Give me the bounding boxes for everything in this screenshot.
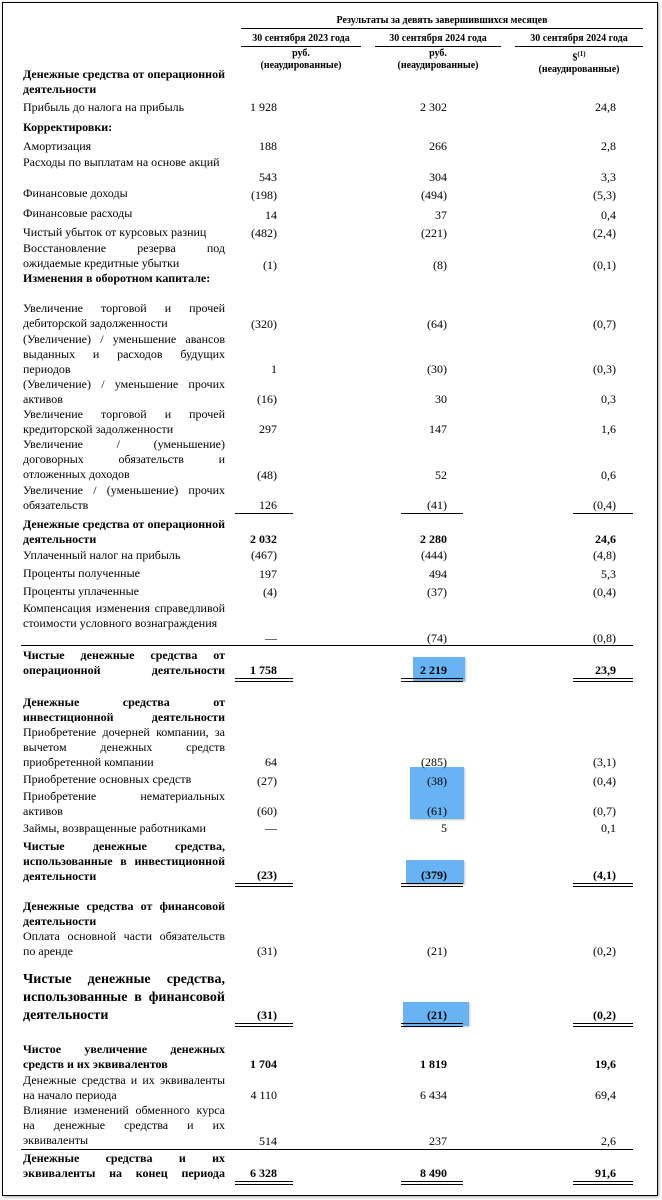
cell-2023: (1): [263, 258, 277, 272]
cell-2023: 6 328: [250, 1166, 277, 1180]
row-label: Увеличение торговой и прочей дебиторской задолженности: [23, 301, 225, 330]
cell-2024-rub: 304: [429, 170, 447, 184]
period-title: Результаты за девять завершившихся месяцев: [241, 15, 643, 29]
cell-2024-usd: (0,8): [593, 631, 616, 645]
row-label: Чистые денежные средства, использованные в инвестиционной деятельности: [23, 839, 225, 883]
cell-2024-usd: (0,2): [593, 1008, 616, 1022]
double-rule: [235, 678, 293, 682]
row-label: Восстановление резерва под ожидаемые кредитные убытки: [23, 241, 225, 270]
cell-2024-usd: 19,6: [595, 1057, 616, 1071]
double-rule: [573, 883, 633, 887]
column-audit: (неаудированные): [538, 64, 620, 76]
cell-2023: 1 928: [250, 100, 277, 114]
cell-2023: (27): [257, 774, 277, 788]
total-rule: [21, 1149, 633, 1150]
row-label: Амортизация: [23, 139, 92, 153]
column-date: 30 сентября 2023 года: [241, 33, 361, 47]
cell-2023: (48): [257, 468, 277, 482]
row-label: (Увеличение) / уменьшение прочих активов: [23, 377, 225, 406]
cell-2024-usd: (4,8): [593, 548, 616, 562]
cell-2024-rub: (494): [421, 188, 447, 202]
cell-2023: 1: [271, 362, 277, 376]
section-investing: Денежные средства от инвестиционной деятельности: [23, 695, 225, 724]
double-rule: [401, 678, 463, 682]
row-label: Прибыль до налога на прибыль: [23, 100, 185, 114]
subtotal-rule: [401, 513, 463, 514]
cell-2024-rub: 5: [441, 821, 447, 835]
cell-2024-usd: 0,6: [601, 468, 616, 482]
row-label: Финансовые расходы: [23, 206, 133, 220]
row-label: Проценты уплаченные: [23, 584, 139, 598]
cell-2024-rub: 6 434: [420, 1088, 447, 1102]
section-operating: Денежные средства от операционной деятельности: [23, 67, 225, 96]
row-label: Расходы по выплатам на основе акций: [23, 155, 220, 169]
cell-2024-rub: (221): [421, 226, 447, 240]
wc-heading: Изменения в оборотном капитале:: [23, 271, 211, 285]
cell-2023: 543: [259, 170, 277, 184]
cell-2023: (23): [257, 868, 277, 882]
row-label: Увеличение / (уменьшение) прочих обязательств: [23, 483, 225, 512]
cell-2024-usd: (0,1): [593, 258, 616, 272]
row-label: Увеличение / (уменьшение) договорных обязательств и отложенных доходов: [23, 437, 225, 481]
cell-2023: (31): [257, 944, 277, 958]
double-rule: [573, 1181, 633, 1185]
row-label: Чистые денежные средства от операционной деятельности: [23, 648, 225, 677]
cell-2024-usd: (0,2): [593, 944, 616, 958]
cell-2023: 1 704: [250, 1057, 277, 1071]
cell-2024-rub: 266: [429, 139, 447, 153]
cell-2024-usd: 69,4: [595, 1088, 616, 1102]
statement-frame: [2, 2, 658, 1196]
column-header-2023: [241, 33, 361, 72]
cell-2024-usd: 23,9: [595, 663, 616, 677]
cell-2023: (4): [263, 585, 277, 599]
cell-2024-rub: 1 819: [420, 1057, 447, 1071]
cell-2024-usd: 2,8: [601, 139, 616, 153]
cell-2023: 4 110: [250, 1088, 277, 1102]
cell-2024-rub: (30): [427, 362, 447, 376]
row-label: Оплата основной части обязательств по аренде: [23, 929, 225, 958]
cell-2024-usd: (0,7): [593, 804, 616, 818]
cell-2023: 297: [259, 422, 277, 436]
row-label: Чистое увеличение денежных средств и их эквивалентов: [23, 1042, 225, 1071]
cell-2024-usd: (0,4): [593, 585, 616, 599]
cell-2023: 14: [265, 208, 277, 222]
row-label: (Увеличение) / уменьшение авансов выданных и расходов будущих периодов: [23, 332, 225, 376]
cell-2023: (16): [257, 392, 277, 406]
row-label: Чистый убыток от курсовых разниц: [23, 225, 207, 239]
double-rule: [401, 883, 463, 887]
row-label: Проценты полученные: [23, 566, 140, 580]
cell-2023: 2 032: [250, 532, 277, 546]
cell-2024-usd: 0,3: [601, 392, 616, 406]
double-rule: [235, 1023, 293, 1027]
column-audit: (неаудированные): [397, 60, 479, 71]
row-label: Приобретение основных средств: [23, 772, 192, 786]
double-rule: [235, 883, 293, 887]
cell-2023: 1 758: [250, 663, 277, 677]
double-rule: [573, 678, 633, 682]
cell-2023: (467): [251, 548, 277, 562]
cell-2024-usd: (3,1): [593, 755, 616, 769]
cell-2024-usd: 5,3: [601, 567, 616, 581]
cell-2024-rub: (41): [427, 498, 447, 512]
column-audit: (неаудированные): [260, 60, 342, 71]
cell-2024-rub: 37: [435, 208, 447, 222]
cell-2023: (320): [251, 317, 277, 331]
cell-2024-rub: (21): [427, 1008, 447, 1022]
cell-2024-rub: 8 490: [420, 1166, 447, 1180]
column-currency: руб.: [292, 48, 310, 59]
double-rule: [235, 1181, 293, 1185]
row-label: Денежные средства и их эквиваленты на начало периода: [23, 1073, 225, 1102]
cell-2024-rub: (74): [427, 631, 447, 645]
cell-2024-rub: (64): [427, 317, 447, 331]
column-date: 30 сентября 2024 года: [515, 33, 643, 47]
column-currency: руб.: [429, 48, 447, 59]
cell-2024-usd: (0,3): [593, 362, 616, 376]
cell-2024-usd: 0,1: [601, 821, 616, 835]
cell-2024-rub: (61): [427, 804, 447, 818]
row-label: Финансовые доходы: [23, 186, 128, 200]
cell-2024-rub: (37): [427, 585, 447, 599]
cell-2024-usd: (5,3): [593, 188, 616, 202]
cell-2023: —: [265, 821, 277, 835]
cell-2024-usd: (0,7): [593, 317, 616, 331]
cell-2023: 514: [259, 1134, 277, 1148]
cell-2024-usd: (4,1): [593, 868, 616, 882]
cell-2023: 197: [259, 567, 277, 581]
column-header-2024-usd: [515, 33, 643, 76]
cell-2024-usd: 0,4: [601, 208, 616, 222]
subtotal-rule: [235, 513, 293, 514]
double-rule: [401, 1181, 463, 1185]
cell-2023: 126: [259, 498, 277, 512]
cell-2024-rub: (21): [427, 944, 447, 958]
row-label: Приобретение нематериальных активов: [23, 789, 225, 818]
cell-2024-usd: 2,6: [601, 1134, 616, 1148]
cell-2024-rub: 52: [435, 468, 447, 482]
cell-2024-rub: 147: [429, 422, 447, 436]
cell-2024-rub: (8): [433, 258, 447, 272]
cell-2023: 188: [259, 139, 277, 153]
cell-2023: 64: [265, 755, 277, 769]
column-header-2024-rub: [375, 33, 501, 72]
row-label: Уплаченный налог на прибыль: [23, 548, 181, 562]
row-label: Займы, возвращенные работниками: [23, 821, 206, 835]
cell-2023: (60): [257, 804, 277, 818]
cell-2023: (31): [257, 1008, 277, 1022]
adjustments-heading: Корректировки:: [23, 120, 113, 134]
double-rule: [573, 1023, 633, 1027]
total-rule: [21, 645, 633, 646]
cell-2024-usd: (0,4): [593, 498, 616, 512]
row-label: Компенсация изменения справедливой стоимости условного вознаграждения: [23, 601, 225, 630]
cell-2024-rub: (379): [421, 868, 447, 882]
cell-2023: —: [265, 631, 277, 645]
cell-2024-usd: 24,6: [595, 532, 616, 546]
subtotal-rule: [573, 513, 633, 514]
cell-2024-usd: 24,8: [595, 100, 616, 114]
cell-2024-rub: 2 280: [420, 532, 447, 546]
section-financing: Денежные средства от финансовой деятельности: [23, 899, 225, 928]
row-label: Увеличение торговой и прочей кредиторской задолженности: [23, 407, 225, 436]
cell-2024-rub: 494: [429, 567, 447, 581]
cell-2024-usd: (0,4): [593, 774, 616, 788]
column-date: 30 сентября 2024 года: [375, 33, 501, 47]
cell-2023: (482): [251, 226, 277, 240]
cell-2024-usd: 1,6: [601, 422, 616, 436]
cell-2024-usd: (2,4): [593, 226, 616, 240]
cell-2023: (198): [251, 188, 277, 202]
cell-2024-rub: 30: [435, 392, 447, 406]
row-label: Денежные средства и их эквиваленты на конец периода: [23, 1151, 225, 1180]
row-label: Денежные средства от операционной деятельности: [23, 517, 225, 546]
cell-2024-rub: (38): [427, 774, 447, 788]
cell-2024-rub: 2 219: [420, 663, 447, 677]
cell-2024-rub: (285): [421, 755, 447, 769]
double-rule: [401, 1023, 463, 1027]
cell-2024-usd: 3,3: [601, 170, 616, 184]
row-label: Чистые денежные средства, использованные в финансовой деятельности: [23, 972, 225, 1023]
cell-2024-rub: 237: [429, 1134, 447, 1148]
cell-2024-usd: 91,6: [595, 1166, 616, 1180]
row-label: Приобретение дочерней компании, за вычетом денежных средств приобретенной компании: [23, 725, 225, 769]
cell-2024-rub: 2 302: [420, 100, 447, 114]
column-currency: \$$^{(1)}$: [572, 50, 586, 64]
cell-2024-rub: (444): [421, 548, 447, 562]
row-label: Влияние изменений обменного курса на денежные средства и их эквиваленты: [23, 1103, 225, 1147]
